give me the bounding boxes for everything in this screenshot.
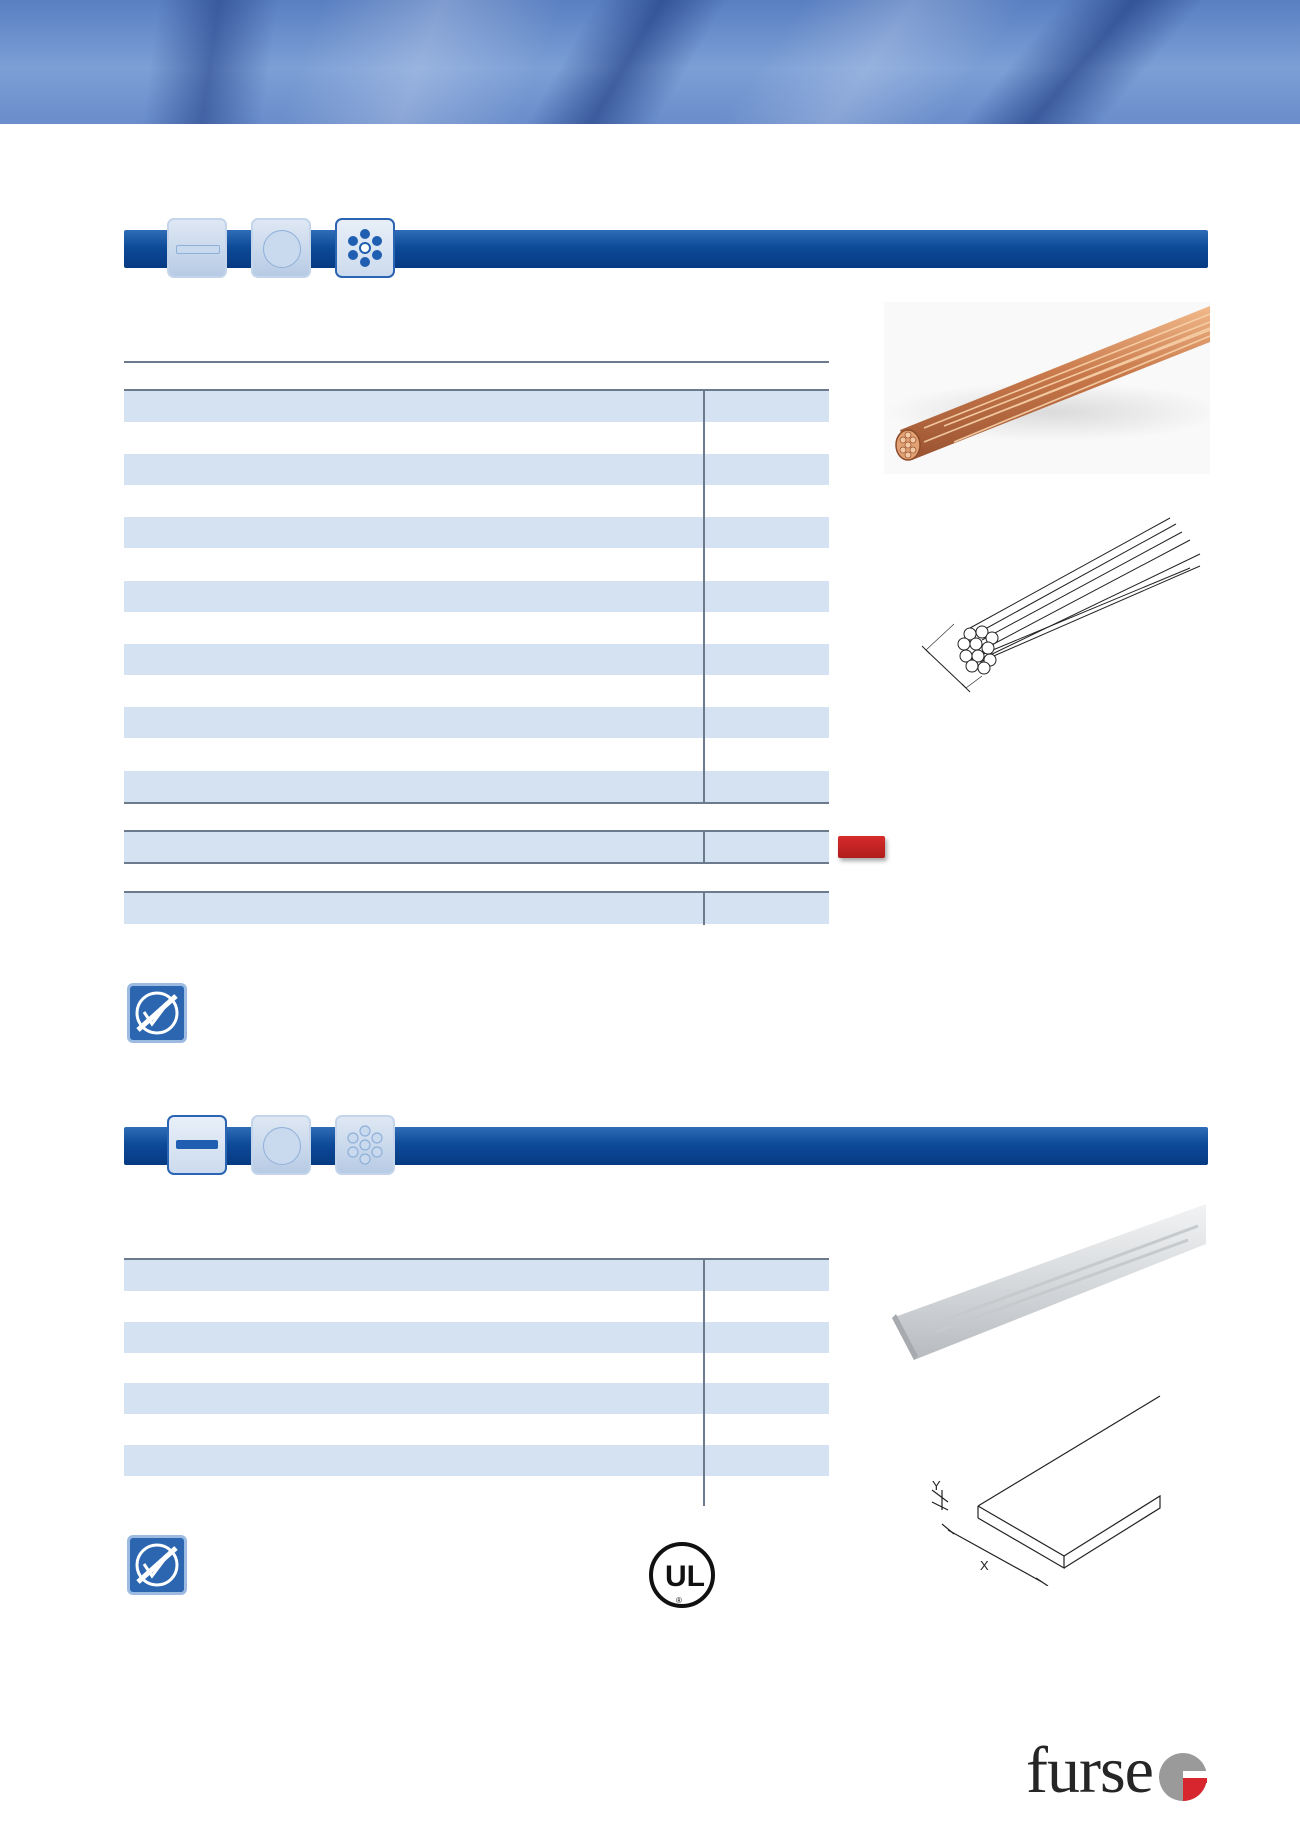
table-bottom-rule [124, 802, 829, 804]
table-row [124, 893, 829, 924]
brand-logo-wordmark: furse [1026, 1734, 1153, 1807]
table-row [124, 1260, 829, 1291]
brand-logo-icon [1158, 1752, 1208, 1802]
flat-tape-diagram [918, 1386, 1188, 1586]
ul-registered: ® [676, 1596, 682, 1605]
table-row [124, 1383, 829, 1414]
stranded-cable-profile-icon [335, 218, 395, 278]
red-marker-tab [838, 836, 885, 858]
stranded-cable-diagram [920, 510, 1210, 700]
round-solid-profile-icon [251, 1115, 311, 1175]
round-solid-profile-icon [251, 218, 311, 278]
ul-letters: UL [665, 1560, 705, 1593]
table-row [124, 644, 829, 675]
thickness-label: Y [932, 1478, 941, 1493]
stranded-cable-photo [884, 302, 1210, 474]
section-bar-stranded [124, 230, 1208, 268]
flat-tape-profile-icon [167, 1115, 227, 1175]
table-row [124, 581, 829, 612]
stranded-cable-profile-icon [335, 1115, 395, 1175]
tested-approval-icon [127, 983, 187, 1043]
table-row [124, 707, 829, 738]
column-divider [703, 892, 705, 925]
table-rule [124, 862, 829, 864]
column-divider [703, 831, 705, 863]
table-top-rule [124, 361, 829, 363]
table-row [124, 1445, 829, 1476]
table-row [124, 517, 829, 548]
table-row [124, 391, 829, 422]
tested-approval-icon [127, 1535, 187, 1595]
table-row [124, 771, 829, 802]
ul-listing-icon [648, 1541, 716, 1609]
flat-tape-profile-icon [167, 218, 227, 278]
table-row [124, 1322, 829, 1353]
section-bar-flat-tape [124, 1127, 1208, 1165]
column-divider [703, 390, 705, 803]
width-label: X [980, 1558, 989, 1573]
column-divider [703, 1259, 705, 1506]
table-row [124, 832, 829, 862]
flat-tape-photo [888, 1200, 1206, 1360]
table-row [124, 454, 829, 485]
header-banner-image [0, 0, 1300, 124]
